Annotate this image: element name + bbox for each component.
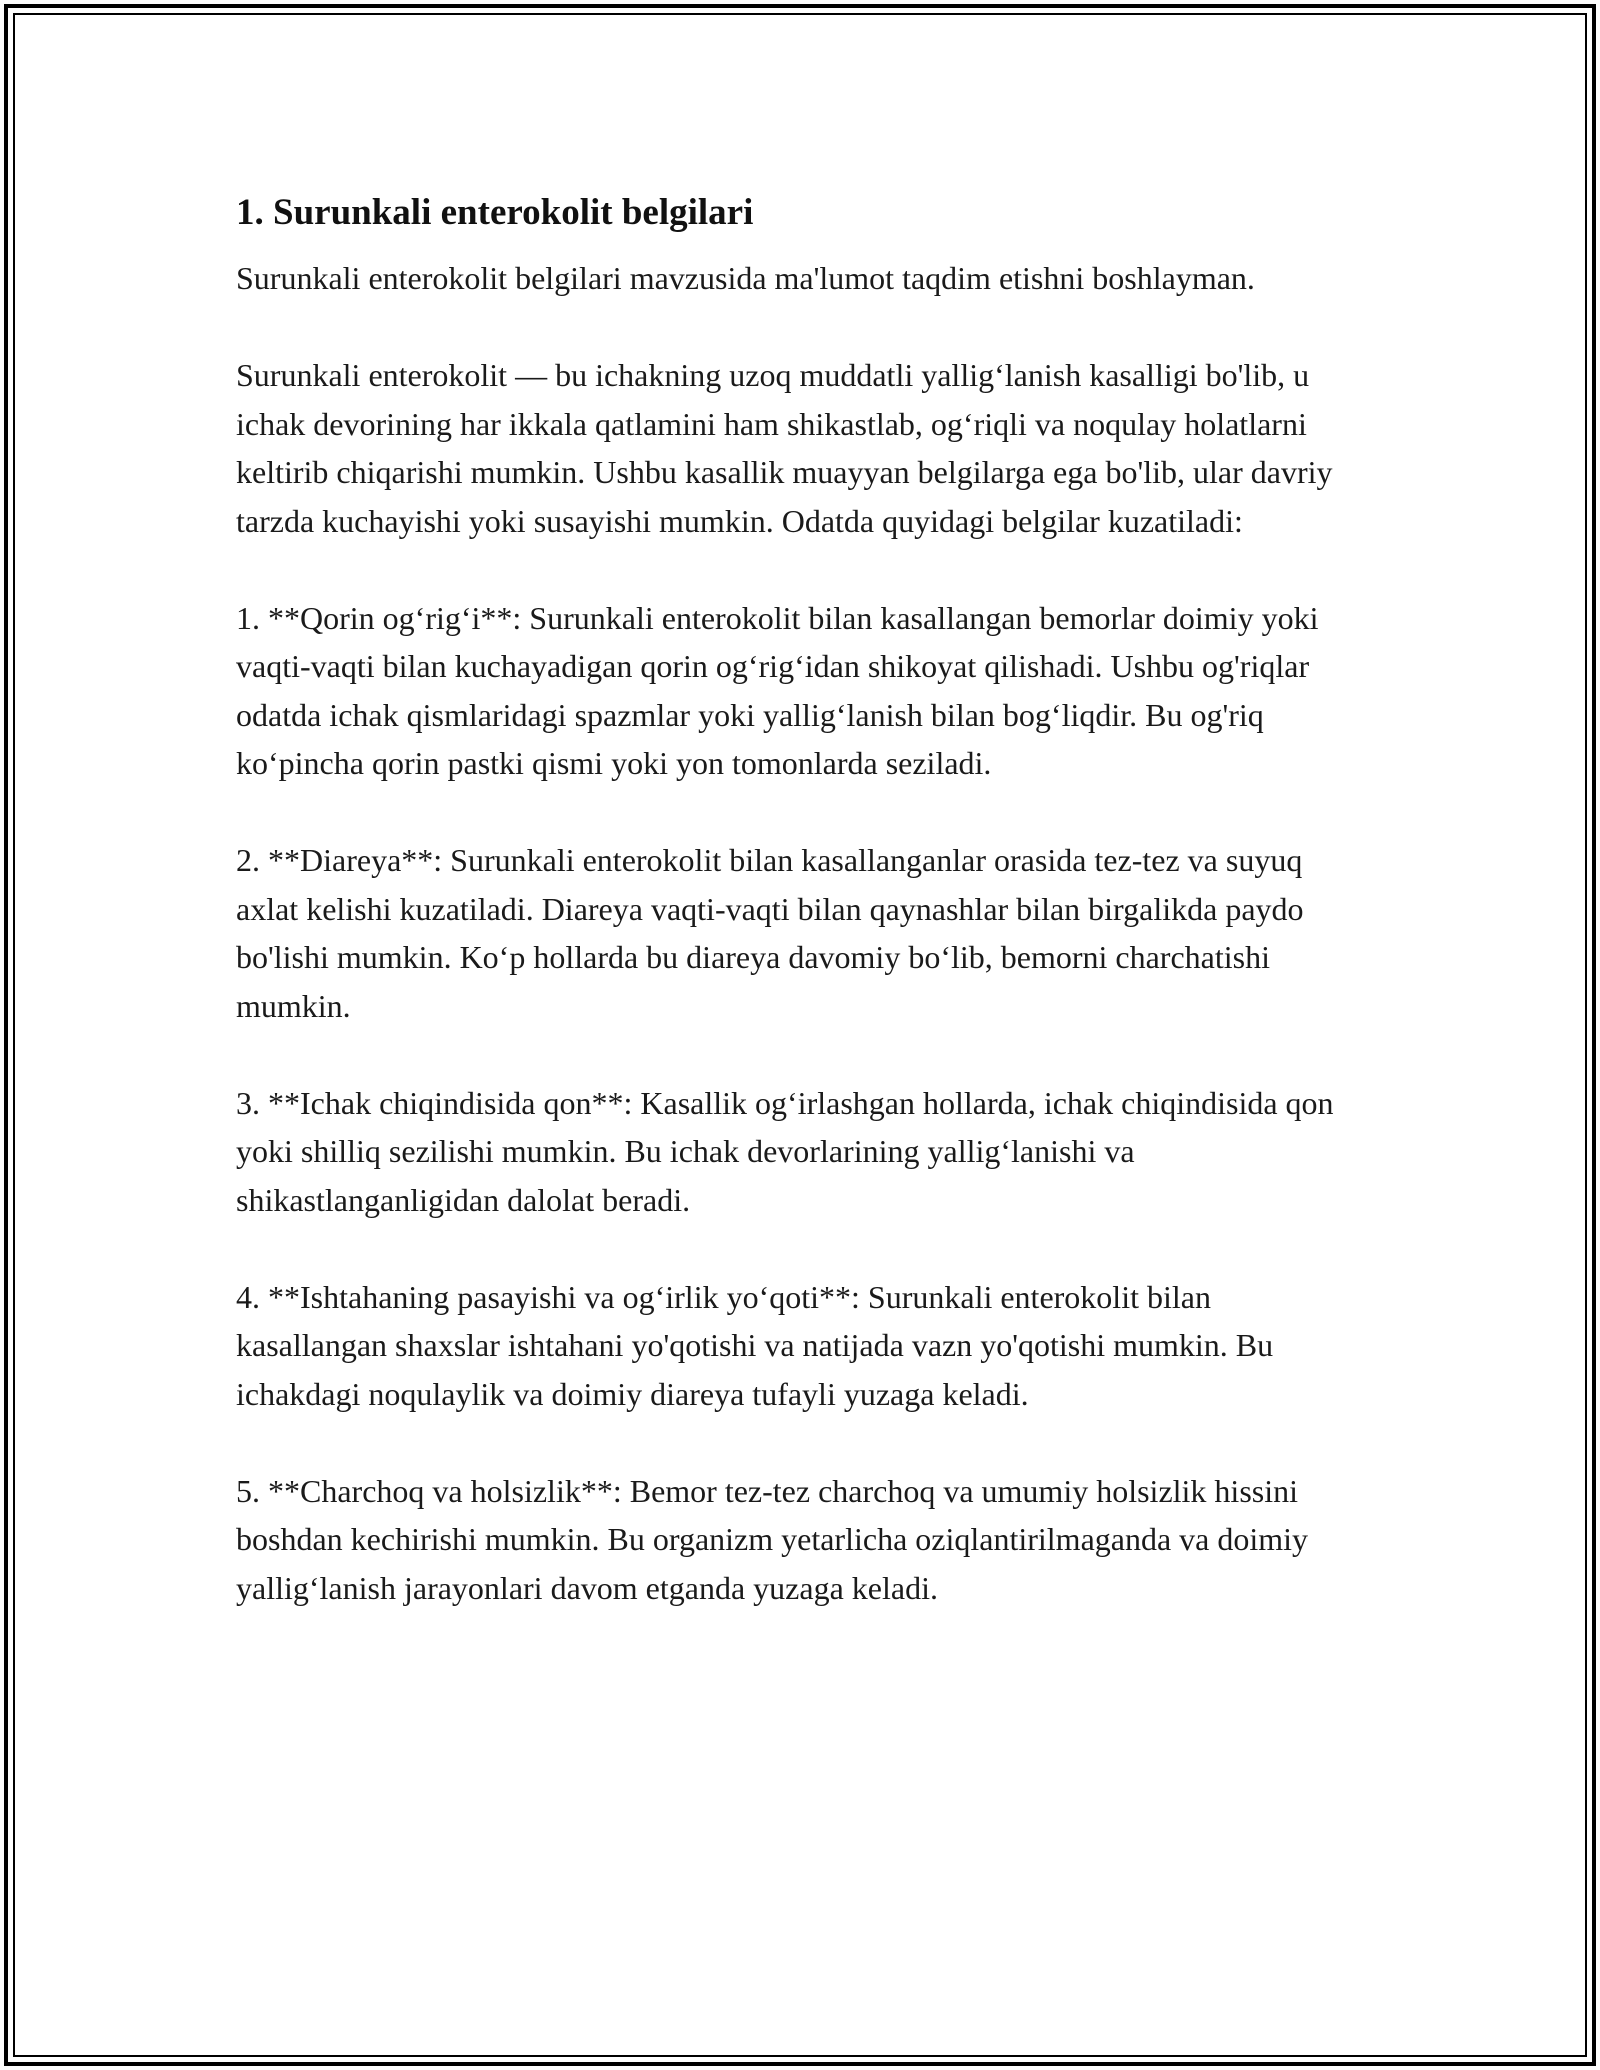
paragraph-symptom-4: 4. **Ishtahaning pasayishi va og‘irlik yo‘qoti**: Surunkali enterokolit bilan kasallangan shaxslar ishtahani yo'qotishi va natijada vazn yo'qotishi mumkin. Bu ichakdagi noqulaylik va doimiy diareya tufayli yuzaga keladi. bbox=[236, 1278, 1282, 1412]
paragraph-definition: Surunkali enterokolit — bu ichakning uzoq muddatli yallig‘lanish kasalligi bo'lib, u ichak devorining har ikkala qatlamini ham shikastlab, og‘riqli va noqulay holatlarni keltirib chiqarishi mumkin. Ushbu kasallik muayyan belgilarga ega bo'lib, ular davriy tarzda kuchayishi yoki susayishi mumkin. Odatda quyidagi belgilar kuzatiladi: bbox=[236, 357, 1341, 539]
document-title: 1. Surunkali enterokolit belgilari bbox=[236, 192, 754, 233]
paragraph-symptom-5: 5. **Charchoq va holsizlik**: Bemor tez-tez charchoq va umumiy holsizlik hissini boshdan kechirishi mumkin. Bu organizm yetarlicha oziqlantirilmaganda va doimiy yallig‘lanish jarayonlari davom etganda yuzaga keladi. bbox=[236, 1472, 1317, 1606]
paragraph-intro: Surunkali enterokolit belgilari mavzusida ma'lumot taqdim etishni boshlayman. bbox=[236, 260, 1255, 296]
document-body bbox=[236, 186, 1366, 1661]
paragraph-symptom-2: 2. **Diareya**: Surunkali enterokolit bilan kasallanganlar orasida tez-tez va suyuq axlat kelishi kuzatiladi. Diareya vaqti-vaqti bilan qaynashlar bilan birgalikda paydo bo'lishi mumkin. Ko‘p hollarda bu diareya davomiy bo‘lib, bemorni charchatishi mumkin. bbox=[236, 842, 1312, 1024]
paragraph-symptom-1: 1. **Qorin og‘rig‘i**: Surunkali enterokolit bilan kasallangan bemorlar doimiy yoki vaqti-vaqti bilan kuchayadigan qorin og‘rig‘idan shikoyat qilishadi. Ushbu og'riqlar odatda ichak qismlaridagi spazmlar yoki yallig‘lanish bilan bog‘liqdir. Bu og'riq ko‘pincha qorin pastki qismi yoki yon tomonlarda seziladi. bbox=[236, 599, 1327, 781]
paragraph-symptom-3: 3. **Ichak chiqindisida qon**: Kasallik og‘irlashgan hollarda, ichak chiqindisida qon yoki shilliq sezilishi mumkin. Bu ichak devorlarining yallig‘lanishi va shikastlanganligidan dalolat beradi. bbox=[236, 1084, 1342, 1218]
